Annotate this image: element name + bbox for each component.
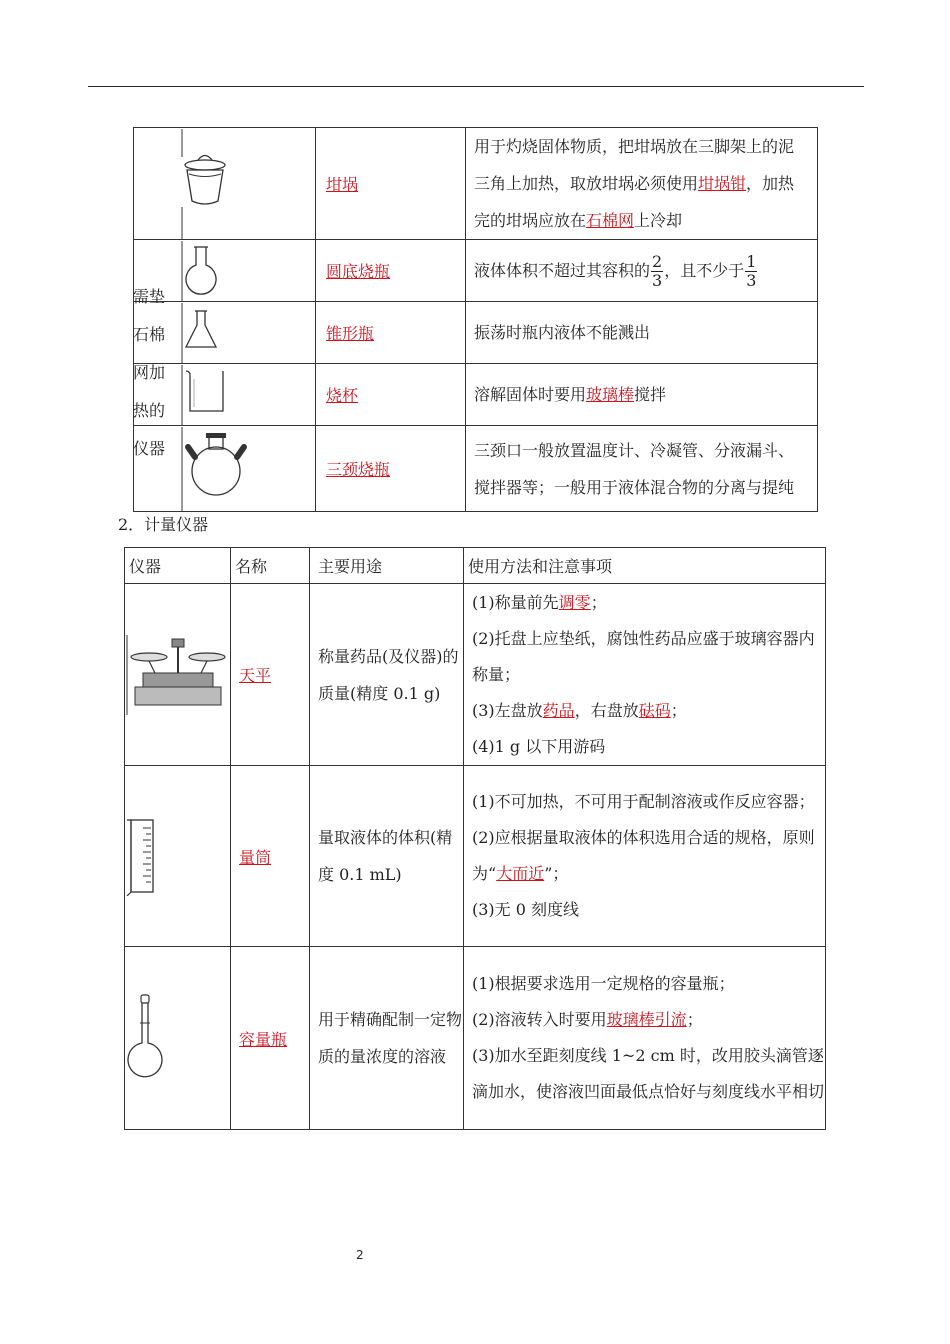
table-row: [134, 240, 818, 302]
table-row: [125, 766, 826, 947]
heating-instruments-table: [133, 127, 818, 512]
balance-icon: [125, 635, 231, 715]
balance-name-cell: [231, 584, 310, 766]
erlenmeyer-name-cell: [316, 302, 466, 364]
cylinder-name: 量筒: [239, 847, 272, 867]
three-neck-usage: 三颈口一般放置温度计、冷凝管、分液漏斗、搅拌器等；一般用于液体混合物的分离与提纯: [466, 426, 818, 512]
three-neck-flask-name: 三颈烧瓶: [326, 460, 391, 479]
balance-use: 称量药品(及仪器)的质量(精度 0.1 g): [310, 584, 464, 766]
volumetric-use: 用于精确配制一定物质的量浓度的溶液: [310, 947, 464, 1130]
cylinder-use: 量取液体的体积(精度 0.1 mL): [310, 766, 464, 947]
table-row: [125, 947, 826, 1130]
graduated-cylinder-icon: [125, 816, 231, 896]
section-heading: 2．计量仪器: [118, 515, 209, 534]
side-label: 需垫 石棉 网加 热的 仪器: [133, 287, 166, 458]
round-flask-usage: 液体体积不超过其容积的 $\frac{2}{3}$ ，且不少于 $\frac{1}{3}$: [466, 240, 818, 302]
balance-name: 天平: [239, 666, 272, 685]
header-notes: 使用方法和注意事项: [464, 548, 826, 584]
volumetric-notes: (1)根据要求选用一定规格的容量瓶； (2)溶液转入时要用玻璃棒引流； (3)加水至距刻度线 1~2 cm 时，改用胶头滴管逐滴加水，使溶液凹面最低点恰好与刻度线水平相切: [464, 947, 826, 1130]
balance-cell: [125, 584, 231, 766]
fraction-two-thirds: $\frac{2}{3}$: [652, 251, 663, 290]
page-number: 2: [356, 1248, 364, 1262]
crucible-cell: [134, 128, 316, 240]
table-header-row: [125, 548, 826, 584]
erlenmeyer-name: 锥形瓶: [326, 324, 375, 343]
beaker-name-cell: [316, 364, 466, 426]
fraction-one-third: $\frac{1}{3}$: [746, 251, 757, 290]
header-name: 名称: [231, 548, 310, 584]
crucible-name-cell: [316, 128, 466, 240]
table-row: [134, 426, 818, 512]
crucible-usage: 用于灼烧固体物质，把坩埚放在三脚架上的泥三角上加热，取放坩埚必须使用坩埚钳，加热完的坩埚应放在石棉网上冷却: [466, 128, 818, 240]
cylinder-notes: (1)不可加热，不可用于配制溶液或作反应容器； (2)应根据量取液体的体积选用合适的规格，原则为“大而近”； (3)无 0 刻度线: [464, 766, 826, 947]
volumetric-name-cell: [231, 947, 310, 1130]
erlenmeyer-usage: 振荡时瓶内液体不能溅出: [466, 302, 818, 364]
crucible-name: 坩埚: [326, 175, 359, 194]
table-row: [134, 364, 818, 426]
table-row: [125, 584, 826, 766]
cylinder-name-cell: [231, 766, 310, 947]
table-row: [134, 302, 818, 364]
round-flask-name-cell: [316, 240, 466, 302]
crucible-icon: [134, 129, 316, 239]
cylinder-cell: [125, 766, 231, 947]
table-row: [134, 128, 818, 240]
header-rule: [88, 86, 864, 87]
header-use: 主要用途: [310, 548, 464, 584]
round-flask-name: 圆底烧瓶: [326, 262, 391, 281]
header-instrument: 仪器: [125, 548, 231, 584]
volumetric-flask-icon: [125, 993, 231, 1083]
measuring-instruments-table: [124, 547, 826, 1130]
balance-notes: (1)称量前先调零； (2)托盘上应垫纸，腐蚀性药品应盛于玻璃容器内称量； (3)左盘放药品，右盘放砝码； (4)1 g 以下用游码: [464, 584, 826, 766]
beaker-usage: 溶解固体时要用玻璃棒搅拌: [466, 364, 818, 426]
beaker-name: 烧杯: [326, 386, 359, 405]
volumetric-cell: [125, 947, 231, 1130]
volumetric-name: 容量瓶: [239, 1029, 288, 1049]
three-neck-name-cell: [316, 426, 466, 512]
